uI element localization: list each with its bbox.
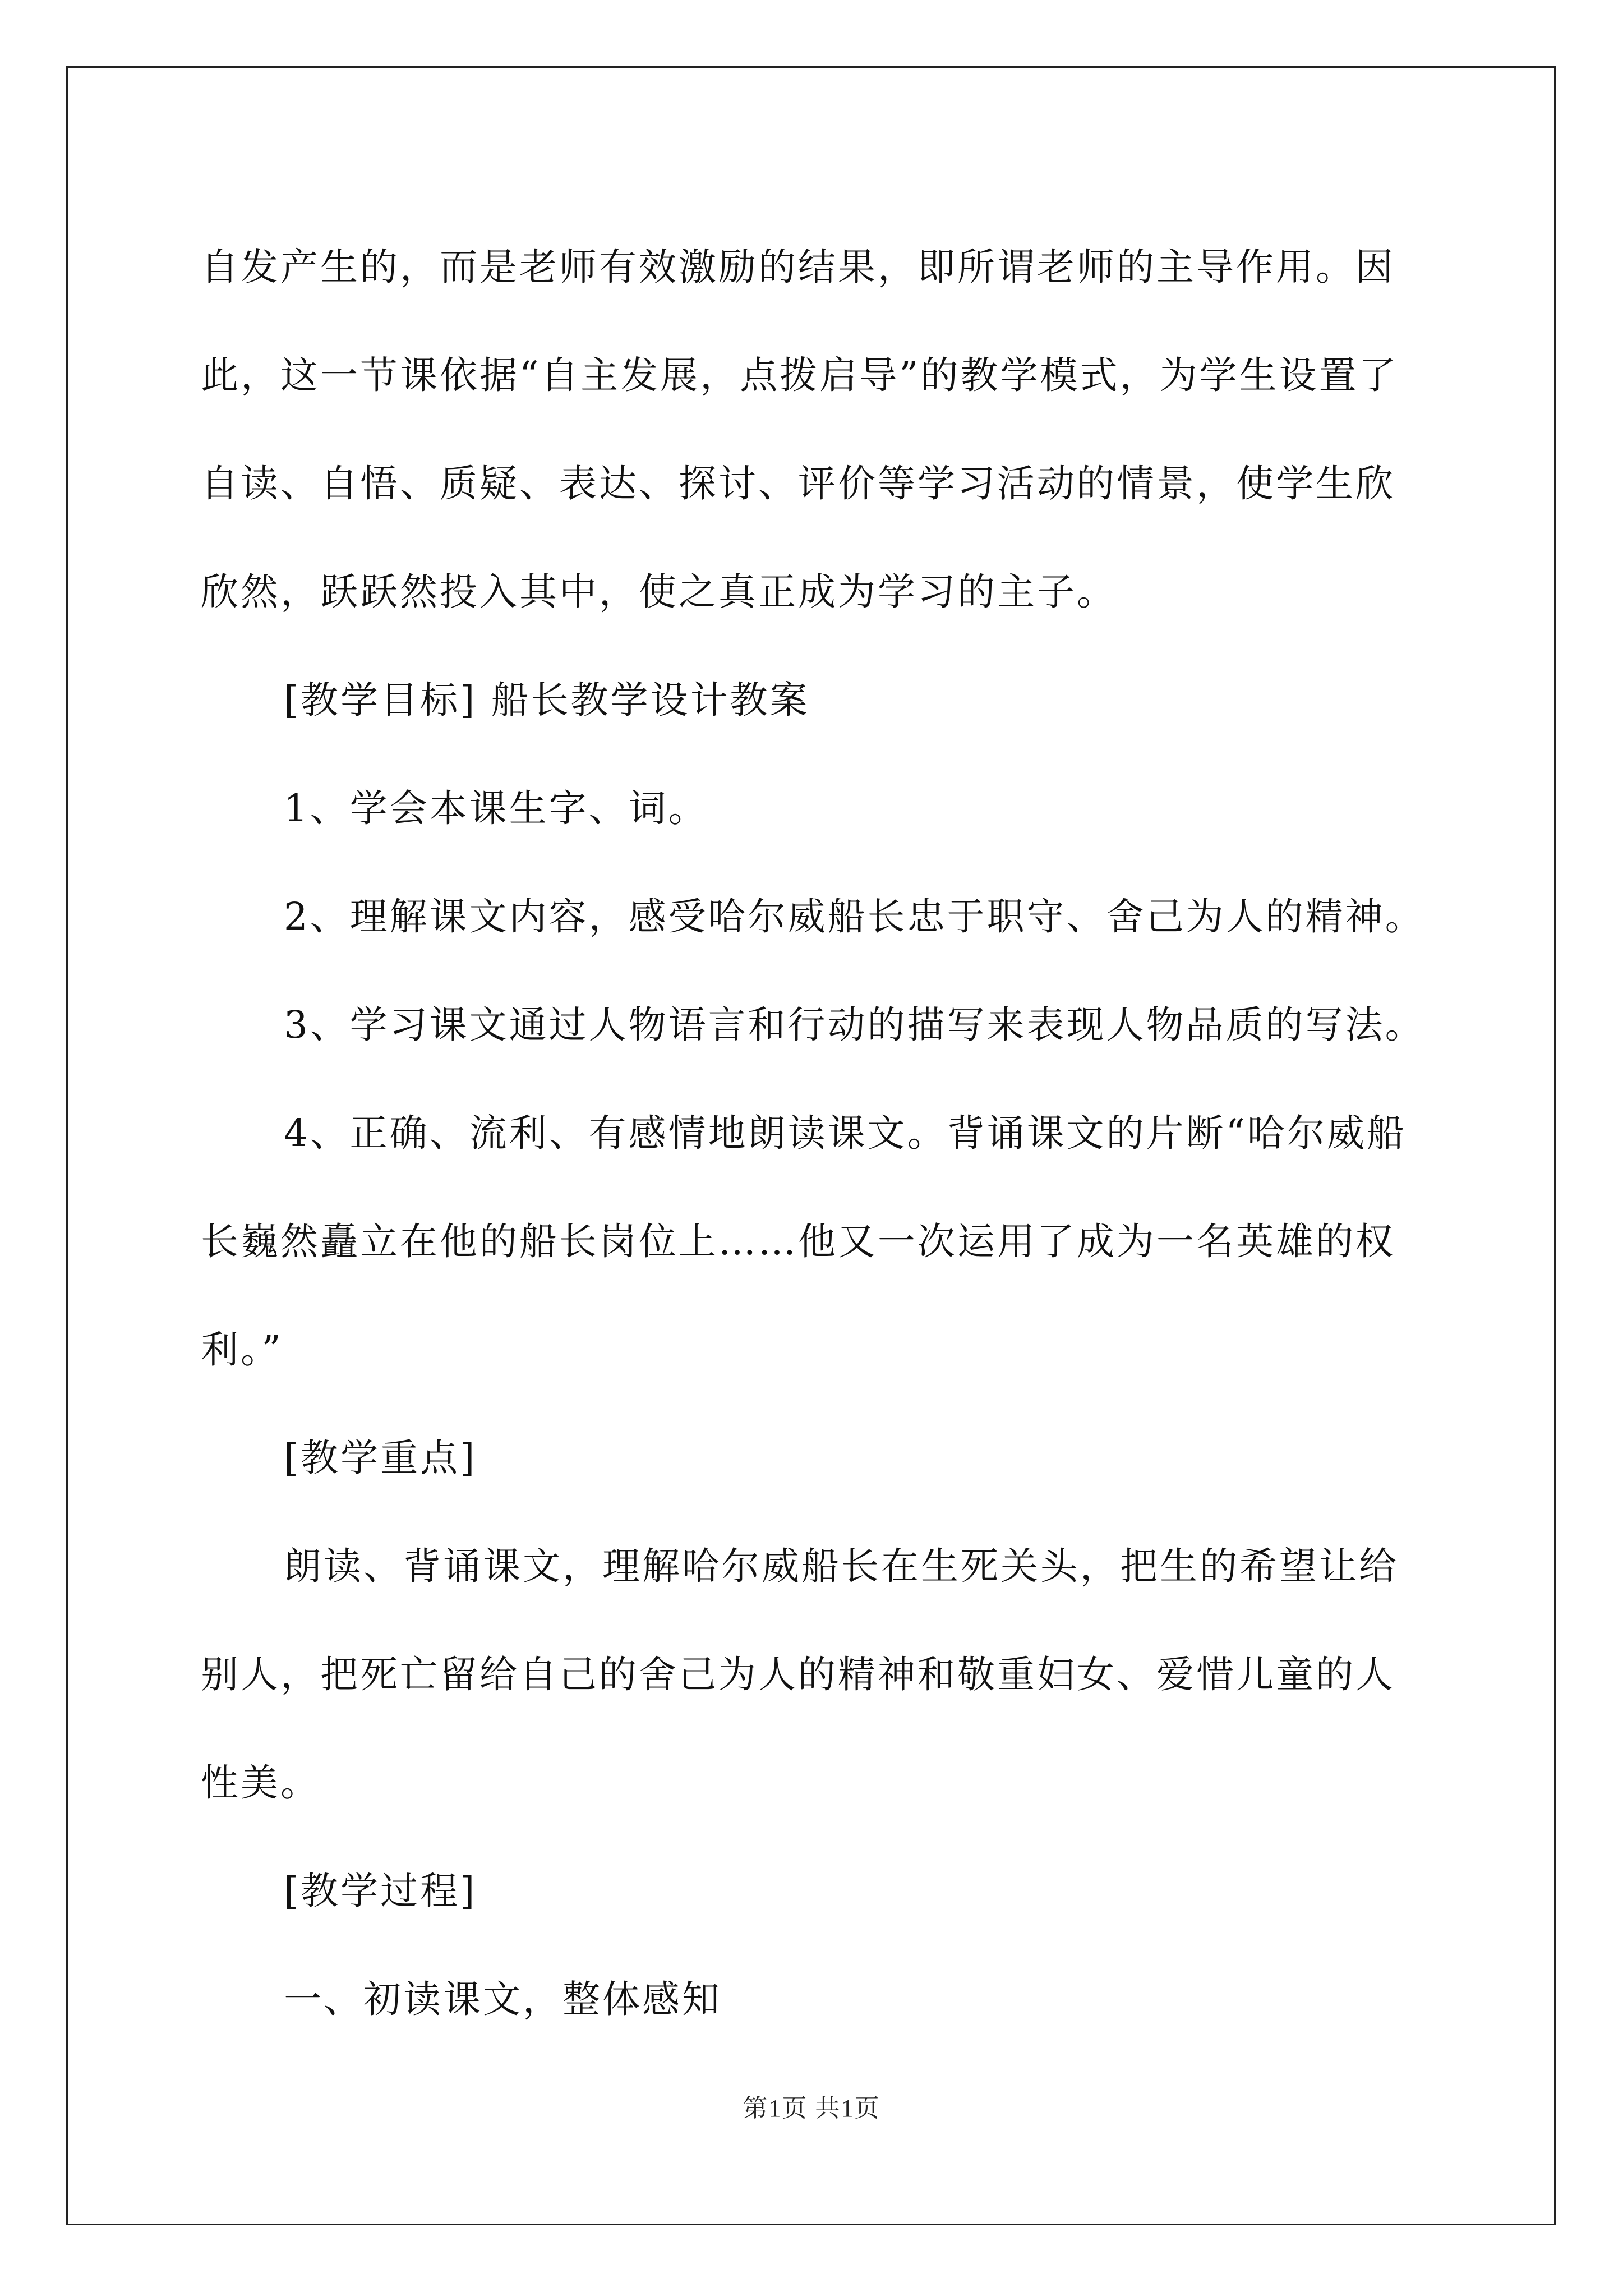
goal-item-2: 2、理解课文内容，感受哈尔威船长忠于职守、舍己为人的精神。 (284, 895, 1425, 938)
document-body (201, 213, 1435, 2054)
heading-teaching-process: [教学过程] (284, 1869, 477, 1913)
goal-item-1: 1、学会本课生字、词。 (284, 786, 708, 830)
heading-teaching-focus: [教学重点] (284, 1436, 477, 1480)
page-number-footer: 第1页 共1页 (743, 2095, 880, 2122)
section-heading-first-reading: 一、初读课文，整体感知 (284, 1977, 722, 2021)
goal-item-3: 3、学习课文通过人物语言和行动的描写来表现人物品质的写法。 (284, 1003, 1425, 1047)
goal-item-4: 4、正确、流利、有感情地朗读课文。背诵课文的片断“哈尔威船长巍然矗立在他的船长岗位上……他又一次运用了成为一名英雄的权利。” (201, 1111, 1407, 1372)
paragraph-intro: 自发产生的，而是老师有效激励的结果，即所谓老师的主导作用。因此，这一节课依据“自主发展，点拨启导”的教学模式，为学生设置了自读、自悟、质疑、表达、探讨、评价等学习活动的情景，使学生欣欣然，跃跃然投入其中，使之真正成为学习的主子。 (201, 245, 1399, 614)
paragraph-teaching-focus: 朗读、背诵课文，理解哈尔威船长在生死关头，把生的希望让给别人，把死亡留给自己的舍己为人的精神和敬重妇女、爱惜儿童的人性美。 (201, 1544, 1399, 1805)
heading-teaching-goals: [教学目标] 船长教学设计教案 (284, 678, 810, 722)
